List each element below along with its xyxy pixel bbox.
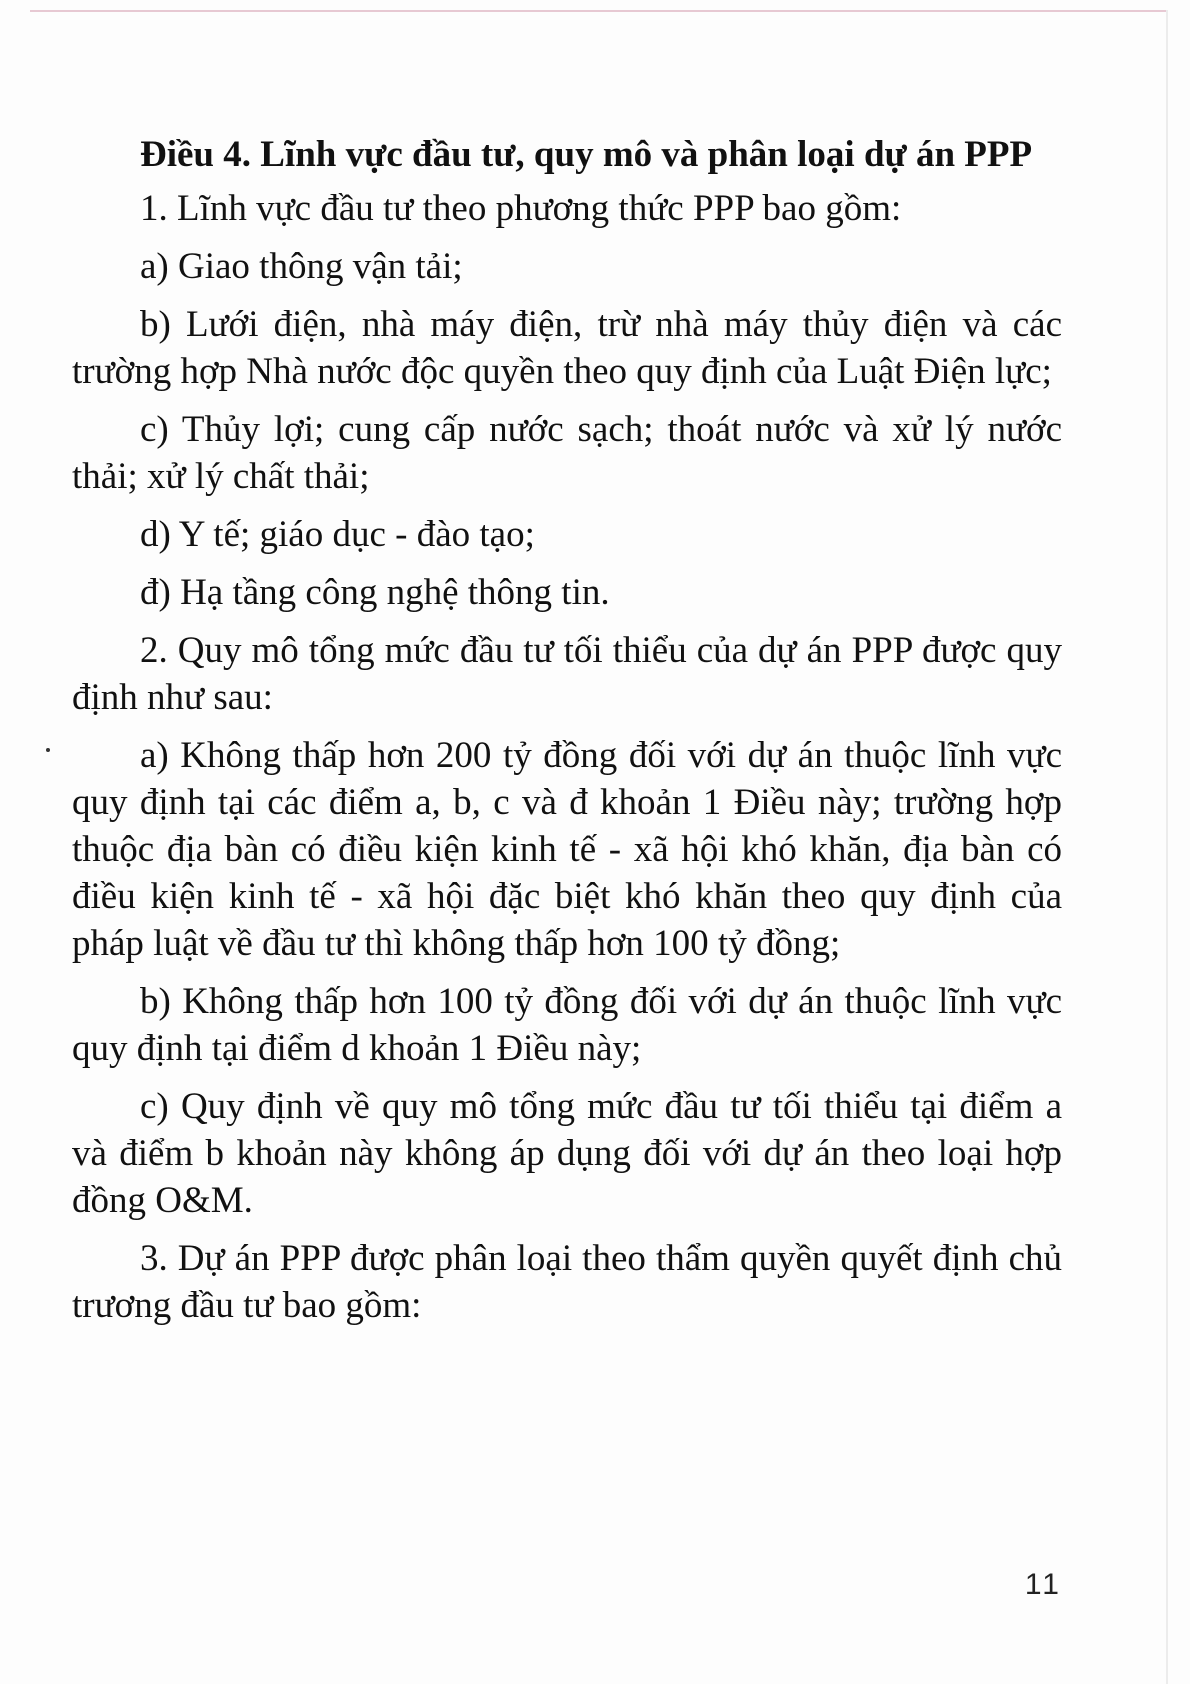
clause-1-dd: đ) Hạ tầng công nghệ thông tin. xyxy=(140,572,610,613)
clause-1-c: c) Thủy lợi; cung cấp nước sạch; thoát nước và xử lý nước thải; xử lý chất thải; xyxy=(72,409,1062,497)
clause-2: 2. Quy mô tổng mức đầu tư tối thiểu của dự án PPP được quy định như sau: xyxy=(72,630,1062,718)
clause-1: 1. Lĩnh vực đầu tư theo phương thức PPP bao gồm: xyxy=(140,188,902,229)
page-number: 11 xyxy=(1024,1568,1062,1601)
clause-2-c: c) Quy định về quy mô tổng mức đầu tư tối thiểu tại điểm a và điểm b khoản này không áp dụng đối với dự án theo loại hợp đồng O&M. xyxy=(72,1086,1062,1221)
article-heading: Điều 4. Lĩnh vực đầu tư, quy mô và phân loại dự án PPP xyxy=(140,134,1033,175)
clause-1-a: a) Giao thông vận tải; xyxy=(140,246,463,287)
scan-speck xyxy=(46,748,50,752)
clause-1-b: b) Lưới điện, nhà máy điện, trừ nhà máy thủy điện và các trường hợp Nhà nước độc quyền theo quy định của Luật Điện lực; xyxy=(72,304,1062,392)
right-edge-line xyxy=(1166,10,1168,1684)
clause-2-b: b) Không thấp hơn 100 tỷ đồng đối với dự án thuộc lĩnh vực quy định tại điểm d khoản 1 Điều này; xyxy=(72,981,1062,1069)
article-body xyxy=(72,130,1062,1340)
clause-1-d: d) Y tế; giáo dục - đào tạo; xyxy=(140,514,535,555)
clause-3: 3. Dự án PPP được phân loại theo thẩm quyền quyết định chủ trương đầu tư bao gồm: xyxy=(72,1238,1062,1326)
clause-2-a: a) Không thấp hơn 200 tỷ đồng đối với dự án thuộc lĩnh vực quy định tại các điểm a, b, c và đ khoản 1 Điều này; trường hợp thuộc địa bàn có điều kiện kinh tế - xã hội khó khăn, địa bàn có điều kiện kinh tế - xã hội đặc biệt khó khăn theo quy định của pháp luật về đầu tư thì không thấp hơn 100 tỷ đồng; xyxy=(72,735,1062,964)
top-edge-line xyxy=(30,10,1168,12)
